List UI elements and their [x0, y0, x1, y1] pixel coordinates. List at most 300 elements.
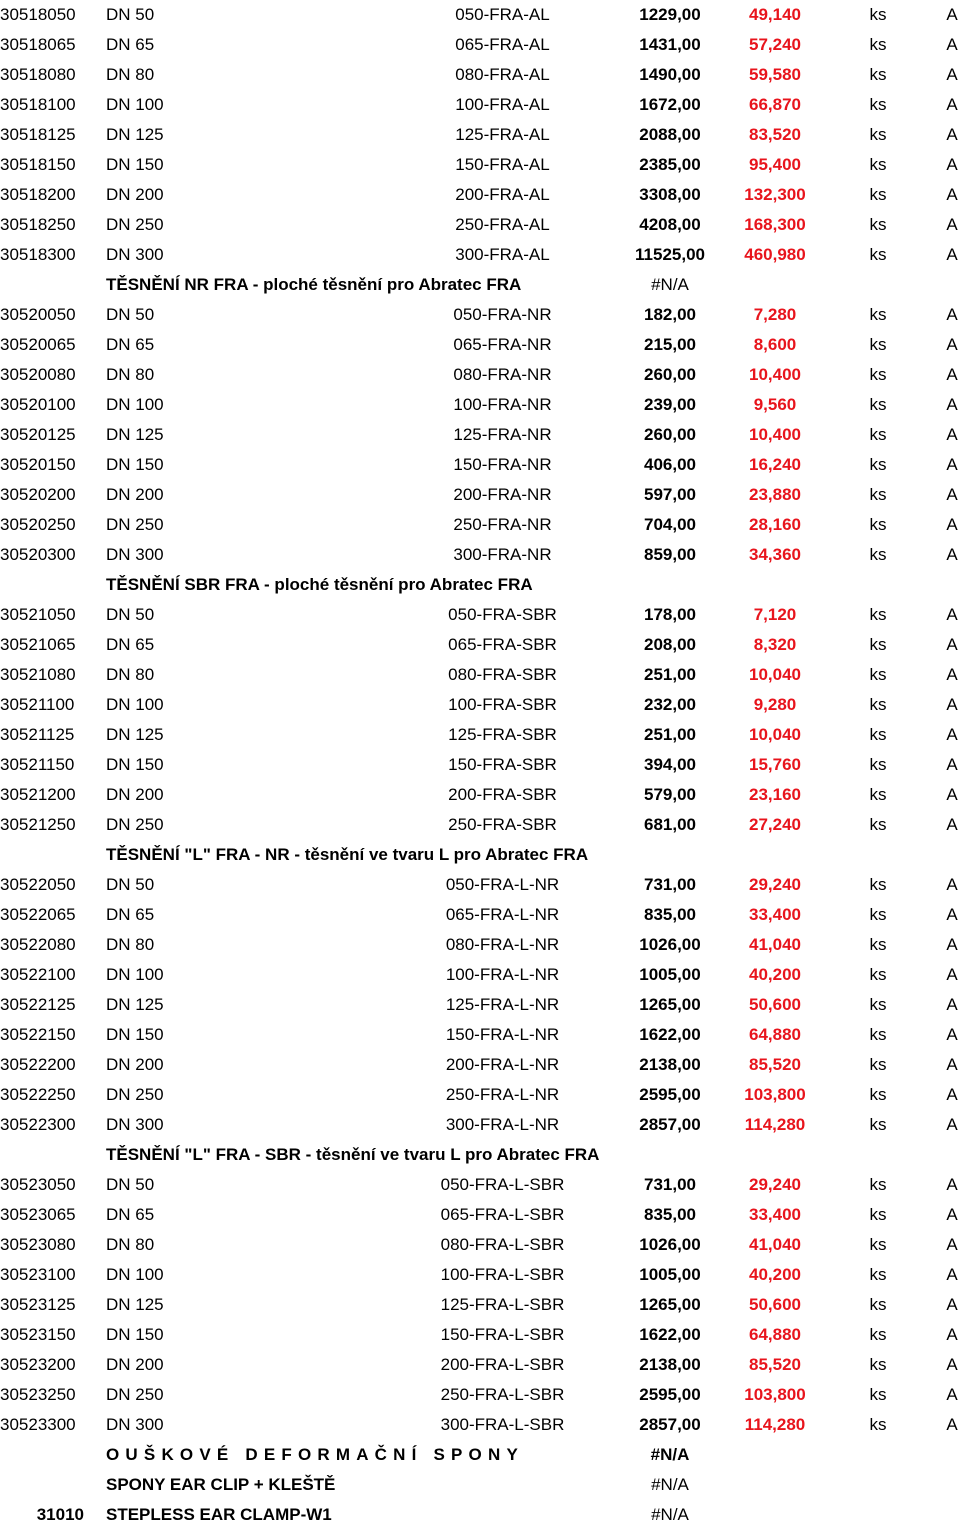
item-price: 182,00: [644, 305, 696, 324]
table-row: [0, 1170, 960, 1200]
item-reference: 080-FRA-NR: [453, 365, 552, 384]
footer-row: [0, 1470, 960, 1500]
footer-code: 31010: [36, 1505, 84, 1524]
item-unit: ks: [869, 605, 887, 624]
item-reference: 250-FRA-NR: [453, 515, 552, 534]
table-row: [0, 1050, 960, 1080]
item-code: 30520065: [0, 335, 76, 354]
table-row: [0, 690, 960, 720]
item-code: 30522065: [0, 905, 76, 924]
item-class: A: [946, 395, 958, 414]
item-dn: DN 250: [106, 1085, 164, 1104]
item-code: 30520100: [0, 395, 76, 414]
item-class: A: [946, 1025, 958, 1044]
item-class: A: [946, 785, 958, 804]
item-reference: 250-FRA-AL: [455, 215, 550, 234]
item-price: 859,00: [644, 545, 696, 564]
item-dn: DN 250: [106, 815, 164, 834]
item-code: 30521050: [0, 605, 76, 624]
item-reference: 125-FRA-L-SBR: [440, 1295, 565, 1314]
item-code: 30522150: [0, 1025, 76, 1044]
item-reference: 300-FRA-L-NR: [445, 1115, 560, 1134]
item-dn: DN 125: [106, 425, 164, 444]
table-row: [0, 1410, 960, 1440]
item-price-eur: 34,360: [749, 545, 801, 564]
item-price: 232,00: [644, 695, 696, 714]
item-price-eur: 29,240: [749, 1175, 801, 1194]
item-unit: ks: [869, 1355, 887, 1374]
item-dn: DN 100: [106, 1265, 164, 1284]
item-price-eur: 8,600: [753, 335, 797, 354]
item-price: 835,00: [644, 905, 696, 924]
item-class: A: [946, 155, 958, 174]
item-class: A: [946, 545, 958, 564]
table-row: [0, 660, 960, 690]
item-dn: DN 300: [106, 545, 164, 564]
item-dn: DN 300: [106, 1115, 164, 1134]
section-title: TĚSNĚNÍ "L" FRA - SBR - těsnění ve tvaru L pro Abratec FRA: [106, 1145, 600, 1164]
section-title: TĚSNĚNÍ NR FRA - ploché těsnění pro Abratec FRA: [106, 275, 522, 294]
item-price-eur: 10,040: [749, 725, 801, 744]
item-class: A: [946, 1415, 958, 1434]
item-dn: DN 100: [106, 695, 164, 714]
item-price: 1622,00: [639, 1325, 701, 1344]
item-unit: ks: [869, 995, 887, 1014]
item-reference: 150-FRA-L-NR: [445, 1025, 560, 1044]
item-price: 1431,00: [639, 35, 701, 54]
item-class: A: [946, 605, 958, 624]
table-row: [0, 990, 960, 1020]
item-dn: DN 50: [106, 305, 155, 324]
item-unit: ks: [869, 1385, 887, 1404]
item-code: 30522250: [0, 1085, 76, 1104]
item-price-eur: 59,580: [749, 65, 801, 84]
item-unit: ks: [869, 35, 887, 54]
item-code: 30518125: [0, 125, 76, 144]
item-price-eur: 103,800: [744, 1385, 806, 1404]
item-price-eur: 95,400: [749, 155, 801, 174]
item-class: A: [946, 695, 958, 714]
item-code: 30523080: [0, 1235, 76, 1254]
item-reference: 125-FRA-L-NR: [445, 995, 560, 1014]
item-unit: ks: [869, 395, 887, 414]
item-code: 30523100: [0, 1265, 76, 1284]
item-price-eur: 64,880: [749, 1025, 801, 1044]
item-code: 30522125: [0, 995, 76, 1014]
item-price: 4208,00: [639, 215, 701, 234]
item-price-eur: 29,240: [749, 875, 801, 894]
item-unit: ks: [869, 635, 887, 654]
item-reference: 250-FRA-L-NR: [445, 1085, 560, 1104]
item-price: 406,00: [644, 455, 696, 474]
item-class: A: [946, 965, 958, 984]
table-row: [0, 30, 960, 60]
item-class: A: [946, 1295, 958, 1314]
item-price: 2138,00: [639, 1055, 701, 1074]
item-price-eur: 83,520: [749, 125, 801, 144]
item-price-eur: 9,280: [753, 695, 797, 714]
item-code: 30523125: [0, 1295, 76, 1314]
item-class: A: [946, 335, 958, 354]
item-class: A: [946, 455, 958, 474]
item-dn: DN 100: [106, 395, 164, 414]
item-code: 30521065: [0, 635, 76, 654]
table-row: [0, 450, 960, 480]
table-row: [0, 750, 960, 780]
item-code: 30523300: [0, 1415, 76, 1434]
item-dn: DN 65: [106, 905, 155, 924]
item-class: A: [946, 755, 958, 774]
item-reference: 125-FRA-SBR: [448, 725, 557, 744]
item-price-eur: 16,240: [749, 455, 801, 474]
table-row: [0, 0, 960, 30]
item-reference: 080-FRA-AL: [455, 65, 550, 84]
item-dn: DN 300: [106, 245, 164, 264]
item-price-eur: 8,320: [753, 635, 797, 654]
item-unit: ks: [869, 905, 887, 924]
item-reference: 300-FRA-NR: [453, 545, 552, 564]
item-price-eur: 40,200: [749, 1265, 801, 1284]
item-dn: DN 50: [106, 875, 155, 894]
item-price-eur: 50,600: [749, 1295, 801, 1314]
item-reference: 100-FRA-L-NR: [445, 965, 560, 984]
item-price: 835,00: [644, 1205, 696, 1224]
item-dn: DN 250: [106, 215, 164, 234]
item-dn: DN 150: [106, 155, 164, 174]
item-reference: 250-FRA-SBR: [448, 815, 557, 834]
item-unit: ks: [869, 335, 887, 354]
table-row: [0, 720, 960, 750]
table-row: [0, 1200, 960, 1230]
item-price: 2595,00: [639, 1085, 701, 1104]
table-row: [0, 180, 960, 210]
section-header: [0, 1140, 960, 1170]
table-row: [0, 1290, 960, 1320]
item-price-eur: 15,760: [749, 755, 801, 774]
item-reference: 150-FRA-AL: [455, 155, 550, 174]
item-unit: ks: [869, 1265, 887, 1284]
item-unit: ks: [869, 965, 887, 984]
item-unit: ks: [869, 515, 887, 534]
item-unit: ks: [869, 245, 887, 264]
item-price: 1229,00: [639, 5, 701, 24]
item-price: 2385,00: [639, 155, 701, 174]
item-reference: 100-FRA-AL: [455, 95, 550, 114]
item-class: A: [946, 485, 958, 504]
item-class: A: [946, 1265, 958, 1284]
item-unit: ks: [869, 785, 887, 804]
item-reference: 200-FRA-AL: [455, 185, 550, 204]
table-row: [0, 420, 960, 450]
item-reference: 065-FRA-AL: [455, 35, 550, 54]
item-dn: DN 125: [106, 995, 164, 1014]
item-code: 30523250: [0, 1385, 76, 1404]
item-unit: ks: [869, 815, 887, 834]
item-price-eur: 33,400: [749, 1205, 801, 1224]
section-title: TĚSNĚNÍ "L" FRA - NR - těsnění ve tvaru L pro Abratec FRA: [106, 845, 589, 864]
item-reference: 080-FRA-L-SBR: [440, 1235, 565, 1254]
item-price: 2857,00: [639, 1415, 701, 1434]
footer-title: SPONY EAR CLIP + KLEŠTĚ: [106, 1475, 336, 1494]
table-row: [0, 1110, 960, 1140]
item-class: A: [946, 815, 958, 834]
table-row: [0, 1350, 960, 1380]
item-reference: 050-FRA-SBR: [448, 605, 557, 624]
item-unit: ks: [869, 755, 887, 774]
item-price: 1005,00: [639, 1265, 701, 1284]
section-header: [0, 570, 960, 600]
item-unit: ks: [869, 1115, 887, 1134]
item-price: 731,00: [644, 1175, 696, 1194]
item-reference: 065-FRA-NR: [453, 335, 552, 354]
item-price-eur: 132,300: [744, 185, 806, 204]
item-code: 30518250: [0, 215, 76, 234]
item-reference: 050-FRA-L-SBR: [440, 1175, 565, 1194]
item-price: 704,00: [644, 515, 696, 534]
item-unit: ks: [869, 545, 887, 564]
section-header: [0, 840, 960, 870]
item-price-eur: 23,880: [749, 485, 801, 504]
item-dn: DN 80: [106, 65, 155, 84]
table-row: [0, 1230, 960, 1260]
item-reference: 150-FRA-NR: [453, 455, 552, 474]
item-unit: ks: [869, 875, 887, 894]
item-reference: 065-FRA-L-SBR: [440, 1205, 565, 1224]
table-row: [0, 870, 960, 900]
item-dn: DN 50: [106, 5, 155, 24]
item-price: 1026,00: [639, 935, 701, 954]
item-code: 30518080: [0, 65, 76, 84]
item-price-eur: 7,120: [753, 605, 797, 624]
item-code: 30520050: [0, 305, 76, 324]
item-price: 1622,00: [639, 1025, 701, 1044]
table-row: [0, 90, 960, 120]
table-row: [0, 930, 960, 960]
item-reference: 200-FRA-SBR: [448, 785, 557, 804]
item-unit: ks: [869, 155, 887, 174]
table-row: [0, 60, 960, 90]
item-class: A: [946, 995, 958, 1014]
item-dn: DN 200: [106, 485, 164, 504]
item-class: A: [946, 305, 958, 324]
item-reference: 065-FRA-SBR: [448, 635, 557, 654]
table-row: [0, 120, 960, 150]
item-price-eur: 57,240: [749, 35, 801, 54]
item-code: 30520250: [0, 515, 76, 534]
item-dn: DN 50: [106, 605, 155, 624]
item-price-eur: 10,400: [749, 425, 801, 444]
item-unit: ks: [869, 1415, 887, 1434]
table-row: [0, 510, 960, 540]
item-dn: DN 100: [106, 965, 164, 984]
table-row: [0, 210, 960, 240]
section-header: [0, 270, 960, 300]
table-row: [0, 900, 960, 930]
item-price: 1490,00: [639, 65, 701, 84]
item-unit: ks: [869, 1175, 887, 1194]
item-code: 30520300: [0, 545, 76, 564]
item-class: A: [946, 65, 958, 84]
item-price-eur: 103,800: [744, 1085, 806, 1104]
item-unit: ks: [869, 1295, 887, 1314]
item-dn: DN 100: [106, 95, 164, 114]
item-code: 30523200: [0, 1355, 76, 1374]
item-class: A: [946, 935, 958, 954]
item-unit: ks: [869, 95, 887, 114]
item-price-eur: 168,300: [744, 215, 806, 234]
section-na-value: #N/A: [651, 275, 689, 294]
item-dn: DN 250: [106, 1385, 164, 1404]
item-reference: 125-FRA-NR: [453, 425, 552, 444]
item-price-eur: 23,160: [749, 785, 801, 804]
item-dn: DN 125: [106, 725, 164, 744]
footer-row: [0, 1440, 960, 1470]
item-code: 30523050: [0, 1175, 76, 1194]
item-class: A: [946, 515, 958, 534]
item-dn: DN 65: [106, 335, 155, 354]
item-price-eur: 41,040: [749, 1235, 801, 1254]
item-dn: DN 250: [106, 515, 164, 534]
item-price-eur: 9,560: [753, 395, 797, 414]
item-class: A: [946, 245, 958, 264]
item-price-eur: 27,240: [749, 815, 801, 834]
item-unit: ks: [869, 1235, 887, 1254]
table-row: [0, 1320, 960, 1350]
table-row: [0, 390, 960, 420]
item-dn: DN 200: [106, 785, 164, 804]
item-dn: DN 150: [106, 1025, 164, 1044]
item-price: 1265,00: [639, 1295, 701, 1314]
item-price: 394,00: [644, 755, 696, 774]
item-class: A: [946, 1205, 958, 1224]
item-price: 260,00: [644, 425, 696, 444]
item-unit: ks: [869, 125, 887, 144]
item-class: A: [946, 1235, 958, 1254]
item-price-eur: 114,280: [744, 1115, 806, 1134]
item-price: 251,00: [644, 665, 696, 684]
table-row: [0, 480, 960, 510]
item-code: 30523150: [0, 1325, 76, 1344]
item-dn: DN 300: [106, 1415, 164, 1434]
item-price-eur: 85,520: [749, 1055, 801, 1074]
item-price: 215,00: [644, 335, 696, 354]
item-price-eur: 10,400: [749, 365, 801, 384]
item-dn: DN 65: [106, 35, 155, 54]
item-class: A: [946, 905, 958, 924]
item-unit: ks: [869, 305, 887, 324]
table-row: [0, 540, 960, 570]
item-dn: DN 50: [106, 1175, 155, 1194]
item-price-eur: 33,400: [749, 905, 801, 924]
item-reference: 300-FRA-L-SBR: [440, 1415, 565, 1434]
item-reference: 200-FRA-L-SBR: [440, 1355, 565, 1374]
item-price: 251,00: [644, 725, 696, 744]
item-price-eur: 28,160: [749, 515, 801, 534]
item-reference: 050-FRA-NR: [453, 305, 552, 324]
item-code: 30521250: [0, 815, 76, 834]
item-unit: ks: [869, 365, 887, 384]
item-dn: DN 125: [106, 1295, 164, 1314]
item-unit: ks: [869, 1085, 887, 1104]
item-code: 30520080: [0, 365, 76, 384]
item-class: A: [946, 1115, 958, 1134]
item-reference: 100-FRA-L-SBR: [440, 1265, 565, 1284]
item-dn: DN 200: [106, 1055, 164, 1074]
item-code: 30518065: [0, 35, 76, 54]
table-row: [0, 1260, 960, 1290]
item-dn: DN 125: [106, 125, 164, 144]
table-row: [0, 810, 960, 840]
item-code: 30520200: [0, 485, 76, 504]
item-dn: DN 65: [106, 1205, 155, 1224]
item-reference: 250-FRA-L-SBR: [440, 1385, 565, 1404]
item-code: 30522080: [0, 935, 76, 954]
item-unit: ks: [869, 695, 887, 714]
item-reference: 125-FRA-AL: [455, 125, 550, 144]
item-code: 30521200: [0, 785, 76, 804]
table-row: [0, 600, 960, 630]
item-reference: 100-FRA-SBR: [448, 695, 557, 714]
item-unit: ks: [869, 5, 887, 24]
item-price: 178,00: [644, 605, 696, 624]
item-class: A: [946, 35, 958, 54]
table-row: [0, 1020, 960, 1050]
item-reference: 200-FRA-NR: [453, 485, 552, 504]
table-row: [0, 240, 960, 270]
table-row: [0, 360, 960, 390]
item-code: 30521150: [0, 755, 75, 774]
item-price-eur: 10,040: [749, 665, 801, 684]
item-class: A: [946, 125, 958, 144]
item-reference: 150-FRA-L-SBR: [440, 1325, 565, 1344]
item-price: 2088,00: [639, 125, 701, 144]
item-unit: ks: [869, 65, 887, 84]
item-price: 2857,00: [639, 1115, 701, 1134]
item-code: 30518100: [0, 95, 76, 114]
item-price-eur: 64,880: [749, 1325, 801, 1344]
item-price-eur: 460,980: [744, 245, 806, 264]
footer-na-value: #N/A: [651, 1475, 689, 1494]
item-price: 260,00: [644, 365, 696, 384]
item-code: 30522100: [0, 965, 76, 984]
item-dn: DN 65: [106, 635, 155, 654]
item-dn: DN 200: [106, 1355, 164, 1374]
item-class: A: [946, 665, 958, 684]
item-reference: 050-FRA-L-NR: [445, 875, 560, 894]
item-unit: ks: [869, 185, 887, 204]
table-row: [0, 780, 960, 810]
footer-na-value: #N/A: [651, 1505, 689, 1524]
item-code: 30520125: [0, 425, 76, 444]
item-price-eur: 41,040: [749, 935, 801, 954]
item-class: A: [946, 1085, 958, 1104]
item-reference: 080-FRA-L-NR: [445, 935, 560, 954]
table-row: [0, 960, 960, 990]
table-row: [0, 1080, 960, 1110]
item-unit: ks: [869, 725, 887, 744]
item-code: 30522050: [0, 875, 76, 894]
item-unit: ks: [869, 215, 887, 234]
item-price-eur: 85,520: [749, 1355, 801, 1374]
item-reference: 065-FRA-L-NR: [445, 905, 560, 924]
item-unit: ks: [869, 665, 887, 684]
footer-na-value: #N/A: [650, 1445, 690, 1464]
footer-title: OUŠKOVÉ DEFORMAČNÍ SPONY: [106, 1445, 524, 1464]
item-price: 239,00: [644, 395, 696, 414]
item-reference: 200-FRA-L-NR: [445, 1055, 560, 1074]
item-code: 30523065: [0, 1205, 76, 1224]
item-unit: ks: [869, 1025, 887, 1044]
